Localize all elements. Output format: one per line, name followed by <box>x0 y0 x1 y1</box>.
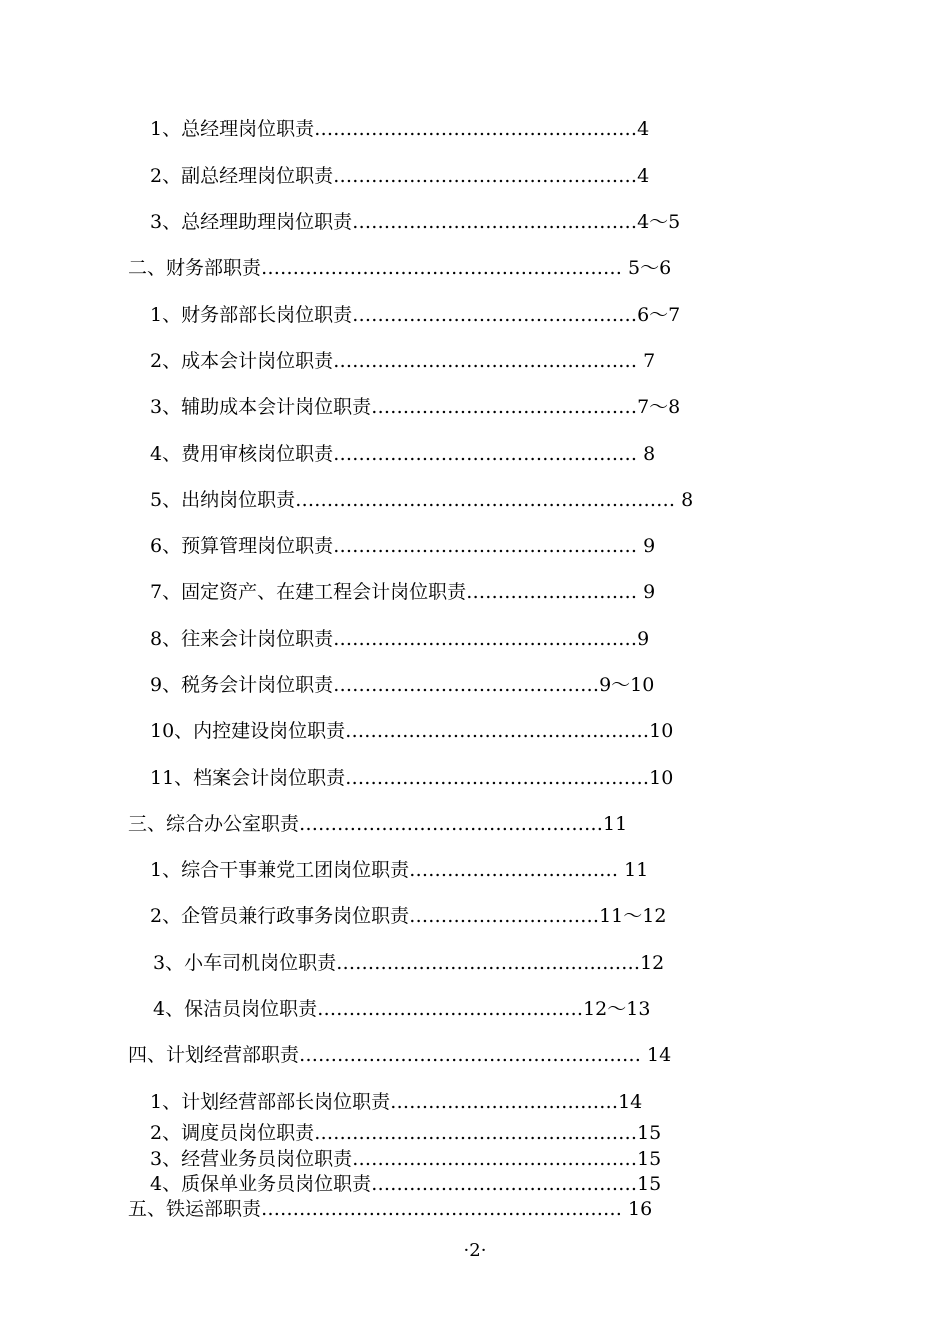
toc-entry: 8、往来会计岗位职责…………………………………………9 <box>150 628 650 650</box>
toc-section-heading: 五、铁运部职责………………………………………………… 16 <box>128 1198 653 1220</box>
toc-entry: 11、档案会计岗位职责…………………………………………10 <box>150 767 674 789</box>
toc-entry: 1、计划经营部部长岗位职责………………………………14 <box>150 1091 643 1113</box>
toc-entry: 9、税务会计岗位职责……………………………………9～10 <box>150 674 655 696</box>
toc-entry: 10、内控建设岗位职责…………………………………………10 <box>150 720 674 742</box>
toc-section-heading: 三、综合办公室职责…………………………………………11 <box>128 813 628 835</box>
toc-entry: 4、质保单业务员岗位职责……………………………………15 <box>150 1173 662 1195</box>
toc-entry: 2、成本会计岗位职责………………………………………… 7 <box>150 350 656 372</box>
toc-entry: 2、副总经理岗位职责…………………………………………4 <box>150 165 650 187</box>
toc-entry: 6、预算管理岗位职责………………………………………… 9 <box>150 535 656 557</box>
toc-entry: 3、小车司机岗位职责…………………………………………12 <box>153 952 665 974</box>
toc-entry: 3、辅助成本会计岗位职责……………………………………7～8 <box>150 396 681 418</box>
toc-entry: 5、出纳岗位职责…………………………………………………… 8 <box>150 489 694 511</box>
toc-entry: 1、财务部部长岗位职责………………………………………6～7 <box>150 304 681 326</box>
toc-entry: 7、固定资产、在建工程会计岗位职责……………………… 9 <box>150 581 656 603</box>
toc-entry: 4、费用审核岗位职责………………………………………… 8 <box>150 443 656 465</box>
toc-entry: 3、经营业务员岗位职责………………………………………15 <box>150 1148 662 1170</box>
toc-section-heading: 四、计划经营部职责……………………………………………… 14 <box>128 1044 672 1066</box>
toc-entry: 1、综合干事兼党工团岗位职责…………………………… 11 <box>150 859 649 881</box>
toc-entry: 2、调度员岗位职责……………………………………………15 <box>150 1122 662 1144</box>
page-number: ·2· <box>463 1240 487 1261</box>
toc-section-heading: 二、财务部职责………………………………………………… 5～6 <box>128 257 672 279</box>
toc-entry: 3、总经理助理岗位职责………………………………………4～5 <box>150 211 681 233</box>
toc-entry: 4、保洁员岗位职责……………………………………12～13 <box>153 998 651 1020</box>
toc-entry: 2、企管员兼行政事务岗位职责…………………………11～12 <box>150 905 667 927</box>
toc-entry: 1、总经理岗位职责……………………………………………4 <box>150 118 650 140</box>
